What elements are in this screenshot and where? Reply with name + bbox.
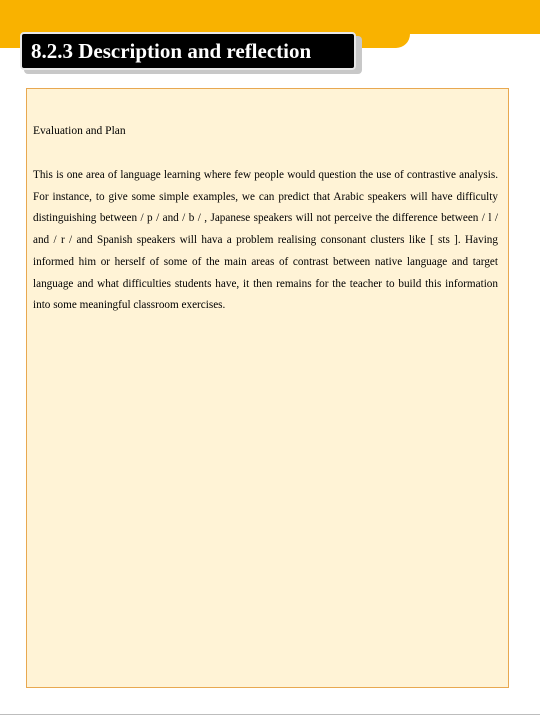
bottom-divider (0, 714, 540, 715)
content-panel (26, 88, 509, 688)
page-title: 8.2.3 Description and reflection (31, 38, 312, 63)
body-paragraph: This is one area of language learning where few people would question the use of contrastive analysis. For instance, to give some simple examples, we can predict that Arabic speakers will have difficulty distinguishing between / p / and / b / , Japanese speakers will not perceive the difference between / l / and / r / and Spanish speakers will hava a problem realising consonant clusters like [ sts ]. Having informed him or herself of some of the main areas of contrast between native language and target language and what difficulties students have, it then remains for the teacher to build this information into some meaningful classroom exercises. (33, 169, 498, 312)
section-heading: Evaluation and Plan (33, 125, 126, 137)
title-box (20, 32, 356, 70)
